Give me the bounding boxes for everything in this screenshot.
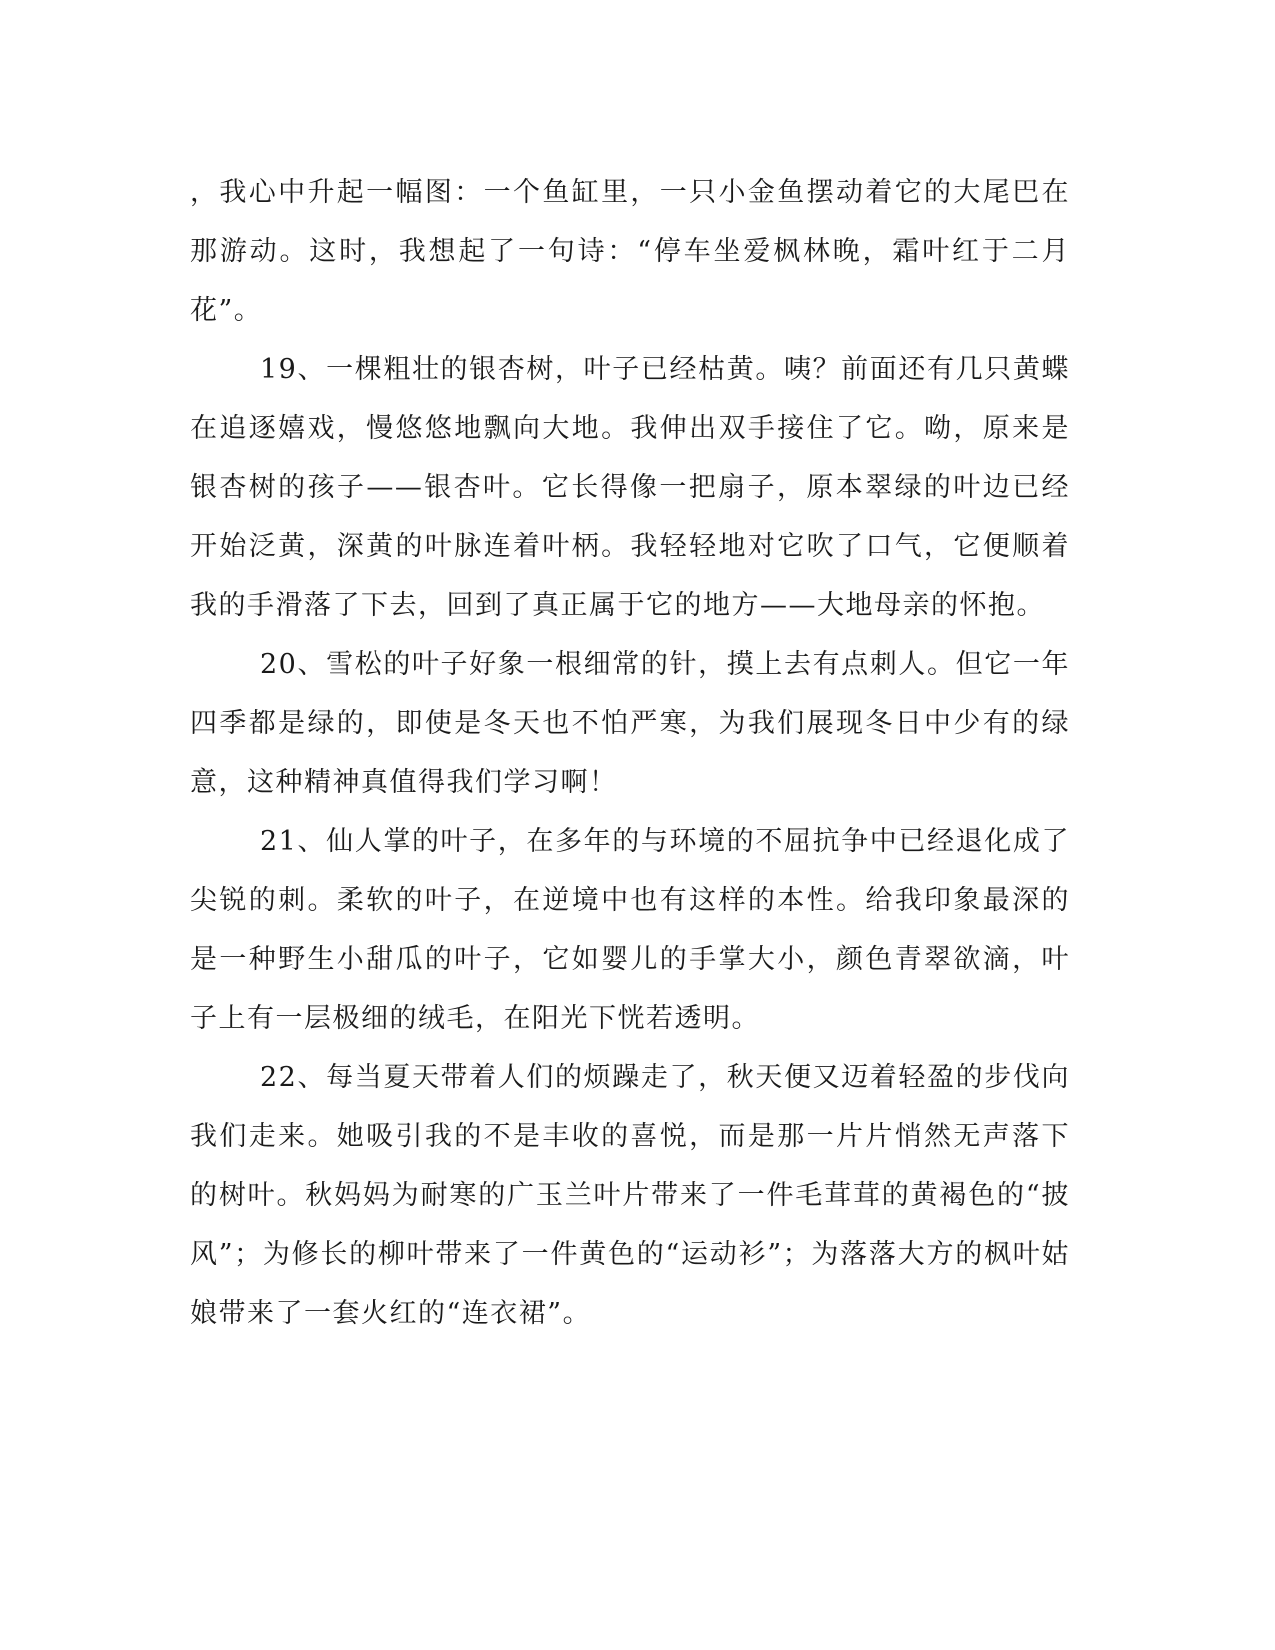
paragraph-20: 20、雪松的叶子好象一根细常的针，摸上去有点刺人。但它一年四季都是绿的，即使是冬天也不怕严寒，为我们展现冬日中少有的绿意，这种精神真值得我们学习啊！ <box>190 649 1070 798</box>
body-text <box>190 163 1070 1343</box>
paragraph-21: 21、仙人掌的叶子，在多年的与环境的不屈抗争中已经退化成了尖锐的刺。柔软的叶子，在逆境中也有这样的本性。给我印象最深的是一种野生小甜瓜的叶子，它如婴儿的手掌大小，颜色青翠欲滴，叶子上有一层极细的绒毛，在阳光下恍若透明。 <box>190 826 1070 1034</box>
paragraph-22: 22、每当夏天带着人们的烦躁走了，秋天便又迈着轻盈的步伐向我们走来。她吸引我的不是丰收的喜悦，而是那一片片悄然无声落下的树叶。秋妈妈为耐寒的广玉兰叶片带来了一件毛茸茸的黄褐色的“披风”；为修长的柳叶带来了一件黄色的“运动衫”；为落落大方的枫叶姑娘带来了一套火红的“连衣裙”。 <box>190 1062 1070 1329</box>
paragraph-continuation: ，我心中升起一幅图：一个鱼缸里，一只小金鱼摆动着它的大尾巴在那游动。这时，我想起了一句诗：“停车坐爱枫林晚，霜叶红于二月花”。 <box>190 177 1070 326</box>
paragraph-19: 19、一棵粗壮的银杏树，叶子已经枯黄。咦？前面还有几只黄蝶在追逐嬉戏，慢悠悠地飘向大地。我伸出双手接住了它。呦，原来是银杏树的孩子——银杏叶。它长得像一把扇子，原本翠绿的叶边已经开始泛黄，深黄的叶脉连着叶柄。我轻轻地对它吹了口气，它便顺着我的手滑落了下去，回到了真正属于它的地方——大地母亲的怀抱。 <box>190 354 1070 621</box>
